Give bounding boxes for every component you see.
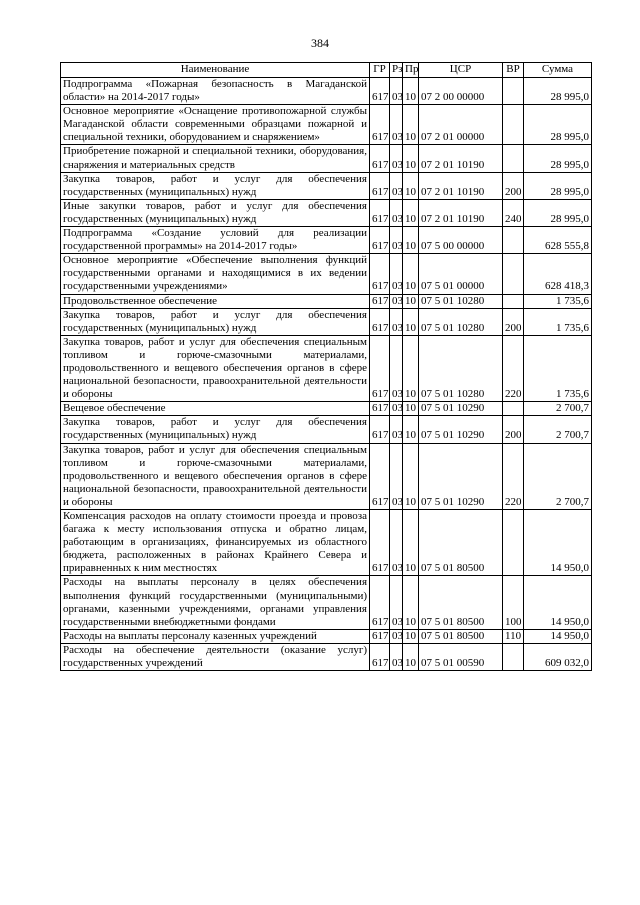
row-gr: 617 xyxy=(370,199,390,226)
row-gr: 617 xyxy=(370,643,390,670)
table-row xyxy=(61,629,592,643)
table-row xyxy=(61,510,592,576)
row-rz: 03 xyxy=(390,227,403,254)
row-vr: 110 xyxy=(503,629,524,643)
row-name: Вещевое обеспечение xyxy=(61,402,370,416)
row-rz: 03 xyxy=(390,416,403,443)
row-name: Приобретение пожарной и специальной техники, оборудования, снаряжения и материальных средств xyxy=(61,145,370,172)
row-csr: 07 2 01 10190 xyxy=(419,199,503,226)
row-gr: 617 xyxy=(370,145,390,172)
row-sum: 28 995,0 xyxy=(524,172,592,199)
header-pr: Пр xyxy=(403,63,419,78)
row-vr xyxy=(503,145,524,172)
table-row xyxy=(61,227,592,254)
row-sum: 28 995,0 xyxy=(524,145,592,172)
row-pr: 10 xyxy=(403,172,419,199)
row-gr: 617 xyxy=(370,105,390,145)
row-gr: 617 xyxy=(370,78,390,105)
row-vr xyxy=(503,643,524,670)
row-pr: 10 xyxy=(403,254,419,294)
row-gr: 617 xyxy=(370,254,390,294)
row-vr: 220 xyxy=(503,443,524,509)
row-name: Подпрограмма «Пожарная безопасность в Магаданской области» на 2014-2017 годы» xyxy=(61,78,370,105)
row-vr xyxy=(503,105,524,145)
row-vr: 200 xyxy=(503,308,524,335)
header-sum: Сумма xyxy=(524,63,592,78)
budget-table xyxy=(60,62,592,671)
row-vr: 240 xyxy=(503,199,524,226)
row-pr: 10 xyxy=(403,105,419,145)
row-sum: 1 735,6 xyxy=(524,294,592,308)
row-gr: 617 xyxy=(370,443,390,509)
row-csr: 07 5 01 80500 xyxy=(419,576,503,629)
row-csr: 07 5 01 80500 xyxy=(419,629,503,643)
row-rz: 03 xyxy=(390,78,403,105)
row-name: Расходы на выплаты персоналу казенных учреждений xyxy=(61,629,370,643)
row-rz: 03 xyxy=(390,105,403,145)
table-row xyxy=(61,78,592,105)
row-sum: 28 995,0 xyxy=(524,199,592,226)
row-rz: 03 xyxy=(390,145,403,172)
row-sum: 628 555,8 xyxy=(524,227,592,254)
row-name: Закупка товаров, работ и услуг для обеспечения государственных (муниципальных) нужд xyxy=(61,416,370,443)
row-rz: 03 xyxy=(390,576,403,629)
row-csr: 07 5 01 80500 xyxy=(419,510,503,576)
row-csr: 07 5 01 10280 xyxy=(419,335,503,401)
row-name: Подпрограмма «Создание условий для реализации государственной программы» на 2014-2017 годы» xyxy=(61,227,370,254)
row-rz: 03 xyxy=(390,308,403,335)
row-csr: 07 5 01 00000 xyxy=(419,254,503,294)
row-vr xyxy=(503,510,524,576)
row-pr: 10 xyxy=(403,416,419,443)
row-vr: 200 xyxy=(503,172,524,199)
row-name: Расходы на обеспечение деятельности (оказание услуг) государственных учреждений xyxy=(61,643,370,670)
row-sum: 14 950,0 xyxy=(524,629,592,643)
table-row xyxy=(61,308,592,335)
row-gr: 617 xyxy=(370,294,390,308)
row-sum: 628 418,3 xyxy=(524,254,592,294)
row-vr xyxy=(503,254,524,294)
row-vr xyxy=(503,294,524,308)
header-row xyxy=(61,63,592,78)
header-name: Наименование xyxy=(61,63,370,78)
row-pr: 10 xyxy=(403,576,419,629)
table-row xyxy=(61,294,592,308)
row-name: Закупка товаров, работ и услуг для обеспечения специальным топливом и горюче-смазочными материалами, продовольственного и вещевого обеспечения органов в сфере национальной безопасности, правоохранительной деятельности и обороны xyxy=(61,443,370,509)
row-pr: 10 xyxy=(403,308,419,335)
row-csr: 07 2 01 00000 xyxy=(419,105,503,145)
header-rz: Рз xyxy=(390,63,403,78)
row-pr: 10 xyxy=(403,643,419,670)
row-name: Основное мероприятие «Оснащение противопожарной службы Магаданской области современными образцами пожарной и специальной техники, оборудованием и снаряжением» xyxy=(61,105,370,145)
row-csr: 07 5 00 00000 xyxy=(419,227,503,254)
row-name: Компенсация расходов на оплату стоимости проезда и провоза багажа к месту использования отпуска и обратно лицам, работающим в организациях, финансируемых из областного бюджета, расположенных в районах Крайнего Севера и приравненных к ним местностях xyxy=(61,510,370,576)
row-name: Закупка товаров, работ и услуг для обеспечения специальным топливом и горюче-смазочными материалами, продовольственного и вещевого обеспечения органов в сфере национальной безопасности, правоохранительной деятельности и обороны xyxy=(61,335,370,401)
row-vr xyxy=(503,78,524,105)
row-sum: 14 950,0 xyxy=(524,576,592,629)
row-rz: 03 xyxy=(390,199,403,226)
table-row xyxy=(61,105,592,145)
row-gr: 617 xyxy=(370,416,390,443)
row-rz: 03 xyxy=(390,643,403,670)
table-row xyxy=(61,443,592,509)
header-csr: ЦСР xyxy=(419,63,503,78)
row-csr: 07 5 01 00590 xyxy=(419,643,503,670)
row-name: Закупка товаров, работ и услуг для обеспечения государственных (муниципальных) нужд xyxy=(61,308,370,335)
row-rz: 03 xyxy=(390,443,403,509)
row-name: Закупка товаров, работ и услуг для обеспечения государственных (муниципальных) нужд xyxy=(61,172,370,199)
row-csr: 07 2 00 00000 xyxy=(419,78,503,105)
row-name: Расходы на выплаты персоналу в целях обеспечения выполнения функций государственными (муниципальными) органами, казенными учреждениями, органами управления государственными внебюджетными фондами xyxy=(61,576,370,629)
table-row xyxy=(61,416,592,443)
row-rz: 03 xyxy=(390,335,403,401)
row-gr: 617 xyxy=(370,402,390,416)
row-pr: 10 xyxy=(403,145,419,172)
row-pr: 10 xyxy=(403,294,419,308)
row-csr: 07 5 01 10290 xyxy=(419,443,503,509)
header-vr: ВР xyxy=(503,63,524,78)
row-pr: 10 xyxy=(403,402,419,416)
row-name: Основное мероприятие «Обеспечение выполнения функций государственными органами и находящимися в их ведении государственными учреждениями» xyxy=(61,254,370,294)
table-row xyxy=(61,576,592,629)
row-pr: 10 xyxy=(403,510,419,576)
row-gr: 617 xyxy=(370,227,390,254)
row-rz: 03 xyxy=(390,402,403,416)
header-gr: ГР xyxy=(370,63,390,78)
row-sum: 2 700,7 xyxy=(524,402,592,416)
row-sum: 1 735,6 xyxy=(524,335,592,401)
table-row xyxy=(61,335,592,401)
table-row xyxy=(61,254,592,294)
table-row xyxy=(61,145,592,172)
row-sum: 1 735,6 xyxy=(524,308,592,335)
row-vr: 100 xyxy=(503,576,524,629)
row-pr: 10 xyxy=(403,78,419,105)
row-csr: 07 5 01 10290 xyxy=(419,416,503,443)
row-rz: 03 xyxy=(390,294,403,308)
row-vr: 200 xyxy=(503,416,524,443)
table-row xyxy=(61,199,592,226)
row-rz: 03 xyxy=(390,172,403,199)
table-row xyxy=(61,402,592,416)
row-gr: 617 xyxy=(370,576,390,629)
row-sum: 28 995,0 xyxy=(524,105,592,145)
row-csr: 07 2 01 10190 xyxy=(419,172,503,199)
row-rz: 03 xyxy=(390,254,403,294)
row-vr xyxy=(503,227,524,254)
row-name: Продовольственное обеспечение xyxy=(61,294,370,308)
row-csr: 07 2 01 10190 xyxy=(419,145,503,172)
row-pr: 10 xyxy=(403,227,419,254)
row-sum: 14 950,0 xyxy=(524,510,592,576)
row-pr: 10 xyxy=(403,443,419,509)
row-csr: 07 5 01 10280 xyxy=(419,294,503,308)
row-csr: 07 5 01 10290 xyxy=(419,402,503,416)
row-rz: 03 xyxy=(390,629,403,643)
row-vr xyxy=(503,402,524,416)
row-gr: 617 xyxy=(370,308,390,335)
row-pr: 10 xyxy=(403,629,419,643)
row-name: Иные закупки товаров, работ и услуг для обеспечения государственных (муниципальных) нужд xyxy=(61,199,370,226)
page-number: 384 xyxy=(311,36,329,50)
table-row xyxy=(61,172,592,199)
table-row xyxy=(61,643,592,670)
row-sum: 609 032,0 xyxy=(524,643,592,670)
row-sum: 28 995,0 xyxy=(524,78,592,105)
row-rz: 03 xyxy=(390,510,403,576)
row-pr: 10 xyxy=(403,335,419,401)
row-gr: 617 xyxy=(370,335,390,401)
row-sum: 2 700,7 xyxy=(524,416,592,443)
row-vr: 220 xyxy=(503,335,524,401)
row-csr: 07 5 01 10280 xyxy=(419,308,503,335)
row-sum: 2 700,7 xyxy=(524,443,592,509)
row-gr: 617 xyxy=(370,629,390,643)
row-gr: 617 xyxy=(370,172,390,199)
row-pr: 10 xyxy=(403,199,419,226)
row-gr: 617 xyxy=(370,510,390,576)
